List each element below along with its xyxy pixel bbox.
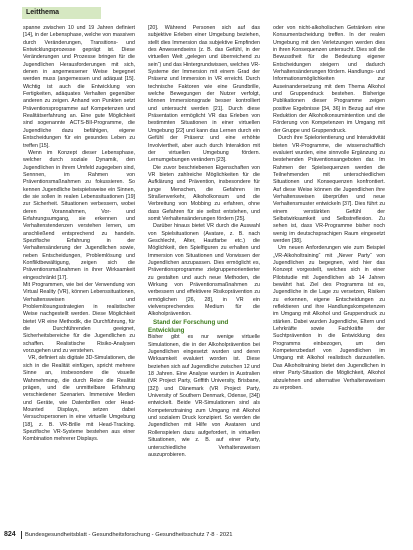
section-tag: Leitthema	[22, 7, 101, 19]
section-heading: Stand der Forschung und Entwicklung	[148, 318, 229, 334]
text-column-3	[273, 25, 385, 525]
body-paragraph: [20]. Während Personen sich auf das subjektive Erleben einer Umgebung beziehen, stellt dies Immersion das subjektive Empfinden des Anwesendseins (z. B. das Gefühl, in der virtuellen Welt „gelegen und überreichend zu sein“) und das Hintergrundwissen, welches VR-Systeme der Immersion mit einem Grad der Präsenz und Immersion in VR erreicht. Durch technische Faktoren wie eine Grundbrille, welche Bewegungen der Nutzer verfolgt, können Immersionsgrade besser kontrolliert und untersucht werden [21]. Durch diese Präsentation ermöglicht VR das Erleben von bestimmten Situationen in einer virtuellen Umgebung [22] und kann das Lernen durch ein Gefühl der Präsenz und eine erhöhte Involviertheit, aber auch durch Interaktion mit der virtuellen Umgebung fördern. Lernumgebungen verändern [23].	[148, 25, 260, 164]
body-paragraph: Darüber hinaus bietet VR durch die Auswahl von Spielsituationen (Avatare, z. B. nach Geschlecht, Alter, Hautfarbe etc.) die Möglichkeit, den Spielfiguren zu erhalten und Immersion von Situationen und Vorwissen der Jugendlichen anzupassen. Dies ermöglicht es, Präventionsprogramme zielgruppenorientierter zu gestalten und auch neue Methoden, die Wirkung von Präventionsmaßnahmen zu verbessern und effektivere Risikoprävention zu ermöglichen [26, 28], in VR ein vielversprechendes Medium für die Alkoholprävention.	[148, 223, 260, 318]
body-paragraph: spanne zwischen 10 und 19 Jahren definiert [14], in der Lebensphase, welche von massiven durch Veränderungen, Transitions- und Entwicklungsprozesse geprägt ist. Diese Veränderungen und Prozesse bringen für die Jugendlichen Herausforderungen mit sich, denen in angemessener Weise begegnet werden muss (angemessen und adäquat [15]. Wichtig ist auch die Entwicklung von Fertigkeiten, adäquates Verhalten gegenüber anderen zu zeigen. Anhand von Punkten setzt Präventionsprogramme auf Kompetenzen und Realitätserfahrung an. Eine gute Möglichkeit sind sogenannte ACTS-BII-Programme, die Jugendliche dazu befähigen, eigene Entscheidungen für ein gesundes Leben zu treffen [15].	[23, 25, 135, 149]
body-paragraph: Durch ihre Spielorientierung und Interaktivität bieten VR-Programme, die wissenschaftlich evaluiert wurden, eine sinnvolle Ergänzung zu bestehenden Präventionsangeboten dar. Im Rahmen der Spielsequenzen werden die Teilnehmenden mit unterschiedlichen Situationen und Konsequenzen konfrontiert. Auf diese Weise können die Jugendlichen ihre Verhaltensweisen überprüfen und neue Verhaltensmuster entwickeln [37]. Dies führt zu einem verstärkten Gefühl der Selbstwirksamkeit und Selbstreflexion. Zu sehen ist, dass VR-Programme bisher noch wenig im deutschsprachigen Raum eingesetzt werden [38].	[273, 135, 385, 244]
body-paragraph: Mit Programmen, wie bei der Verwendung von Virtual Reality (VR), können Lebenssituationen, Verhaltensweisen und Problemlösungsstrategien in realistischer Weise nachgestellt werden. Diese Möglichkeit bietet VR eine Methodik, die Durchführung, für die Durchführenden geeignet, Sicherheitsbereiche für die Jugendlichen zu schaffen. Realistische Risiko-Analysen vorzugehen und zu verstehen.	[23, 282, 135, 355]
body-paragraph: oder von nicht-alkoholischen Getränken eine Konsumentscheidung treffen. In der realen Umgebung mit den Verletzungen werden dies in ihren Konsequenzen untersucht. Dies soll die Bewusstheit für die Bedeutung eigener Entscheidungen steigern und dadurch Verhaltensänderungen fördern. Handlungs- und Informationsmöglichkeiten zur Auseinandersetzung mit dem Thema Alkohol und Gruppendruck bestehen. Bisherige Publikationen dieser Programme zeigen positive Ergebnisse [34, 36] in Bezug auf eine Reduktion der Alkoholkonsumintention und die Förderung von Kompetenzen im Umgang mit der Gruppe und Gruppendruck.	[273, 25, 385, 134]
body-paragraph: Um neuen Anforderungen wie zum Beispiel „VR-Alkoholtraining“ mit „Never Party“ von Jugendlichen zu begegnen, wird hier das Konzept vorgestellt, welches sich in einer Pilotstudie mit Jugendlichen ab 14 Jahren bewährt hat. Ziel des Programms ist es, Jugendliche in die Lage zu versetzen, Risiken zu erkennen, eigene Entscheidungen zu reflektieren und ihre Handlungskompetenzen im Umgang mit Alkohol und Gruppendruck zu stärken. Dabei wurden Jugendliche, Eltern und Lehrkräfte sowie Fachkräfte der Suchtprävention in die Entwicklung des Programms einbezogen, um den Kompetenzbedarf von Jugendlichen im Umgang mit Alkohol realistisch darzustellen. Das Alkoholtraining bietet den Jugendlichen in einer Party-Situation die Möglichkeit, Alkohol abzulehnen und alternative Verhaltensweisen zu erproben.	[273, 245, 385, 391]
page-number: 824	[4, 531, 16, 538]
text-column-2	[148, 25, 260, 525]
body-paragraph: Bisher gibt es nur wenige virtuelle Simulationen, die in der Alkoholprävention bei Jugendlichen eingesetzt wurden und deren Wirksamkeit evaluiert worden ist. Diese beziehen sich auf Jugendliche zwischen 12 und 18 Jahren. Eine Analyse wurden in Australien (VR Project Party, Griffith University, Brisbane, [32]) und Dänemark (VR Project Party, University of Southern Denmark, Odense, [34]) entwickelt. Beide VR-Simulationen sind als Kompetenztraining zum Umgang mit Alkohol und sozialem Druck konzipiert. So werden die Jugendlichen mit Hilfe von Avataren und Rollenspielen dazu aufgefordert, in virtuellen Situationen, wie z. B. auf einer Party, unterschiedliche Verhaltensweisen auszuprobieren.	[148, 334, 260, 458]
journal-citation: Bundesgesundheitsblatt - Gesundheitsforschung - Gesundheitsschutz 7·8 · 2021	[25, 532, 233, 538]
body-paragraph: Wenn im Konzept dieser Lebensphase, welcher durch soziale Dynamik, den Jugendlichen in ihrem Umfeld zugegeben sind, Sennnen, im Rahmen von Präventionsmaßnahmen zu fokussieren. So kennen Jugendliche beispielsweise ein Sinnen, die sie sollen in realen Lebenssituationen [19] zur Sicherheit. Situationen verbessern, wobei deren Vorannahmen, Vor- und Erfahrungsumgang, sie erkennen und Verhaltenstendenzen verstehen lernen, um anschließend entsprechend zu handeln. Spezifische Erfahrung in der Verhaltensänderung der Jugendlichen sowie, neben Entscheidungen, Problemlösung und Konfliktbewältigung, zeigen sich die Präventionsmaßnahmen in ihrer Wirksamkeit eingeschränkt [17].	[23, 149, 135, 281]
body-paragraph: VR, definiert als digitale 3D-Simulationen, die sich in die Realität einfügen, spricht mehrere Sinne an, insbesondere die visuelle Wahrnehmung, die durch Reize die Realität prägen, und die unmittelbare Erfahrung verschiedener Szenarien. Immersive Medien und Geräte, wie Datenbrillen oder Head-Mounted Displays, setzen dabei Versuchspersonen in eine virtuelle Umgebung [18], z. B. VR-Brille mit Head-Tracking. Spezifische VR-Systeme bestehen aus einer Kombination mehrerer Displays.	[23, 355, 135, 443]
text-column-1	[23, 25, 135, 525]
footer-divider	[21, 531, 22, 539]
body-paragraph: Die zuvor beschriebenen Eigenschaften von VR bieten zahlreiche Möglichkeiten für die Aufklärung und Prävention, insbesondere für junge Menschen, die Gefahren im Straßenverkehr, Alkoholkonsum und die Verbreitung von Mobbing zu erfahren, ohne dass Gefahren für sie selbst entstehen, und somit Verhaltensänderungen fördern [25].	[148, 164, 260, 222]
page-footer	[0, 528, 413, 542]
